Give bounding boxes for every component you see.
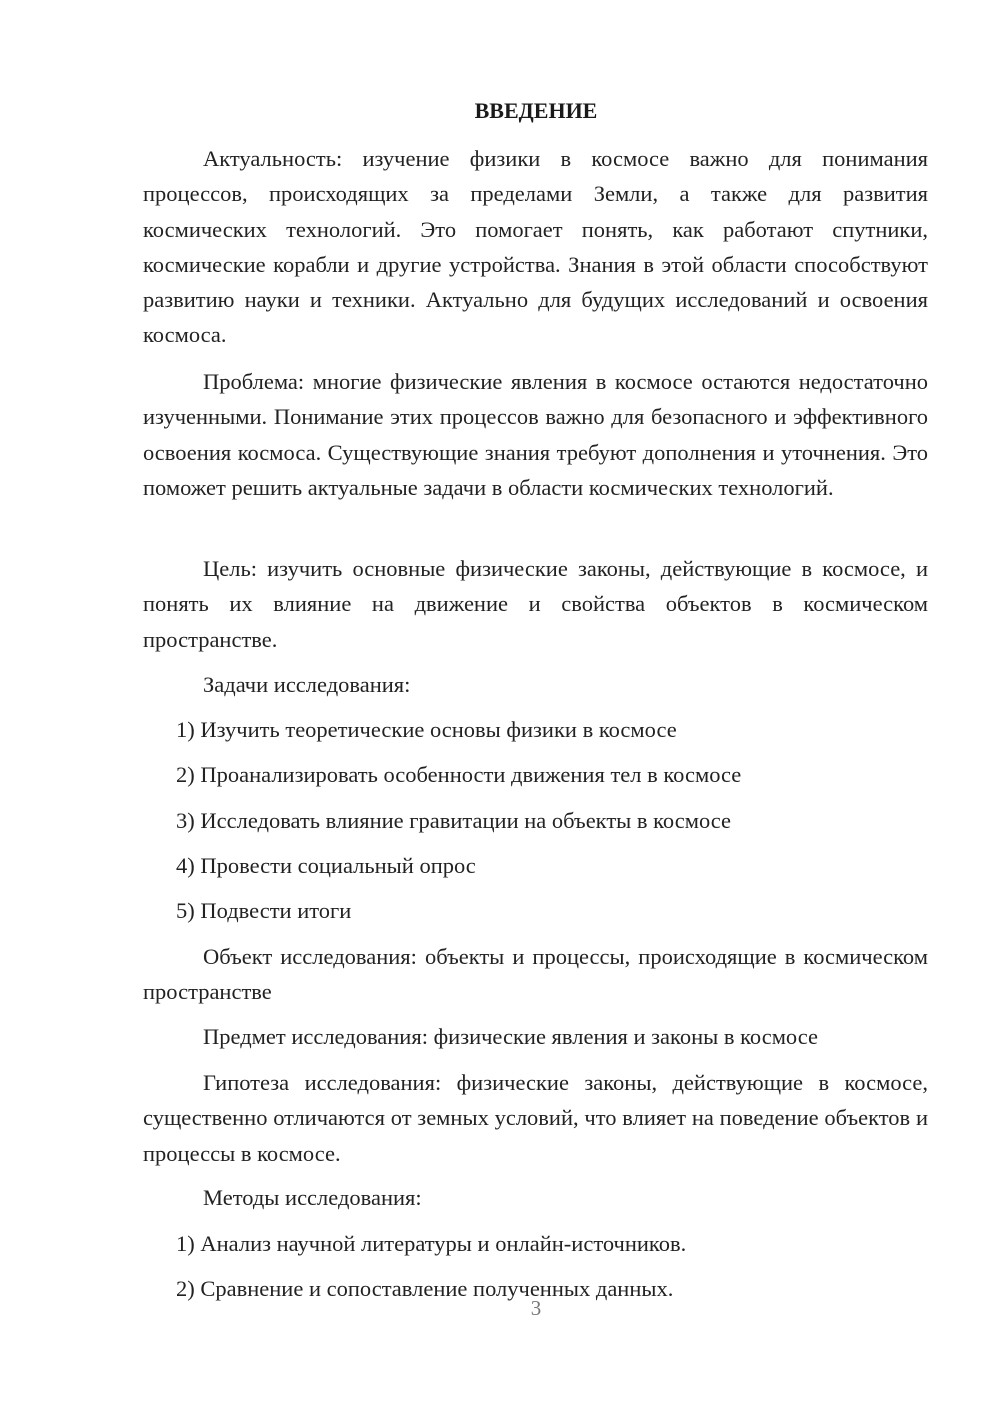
page-number: 3 [530,1296,542,1320]
method-item-2: 2) Сравнение и сопоставление полученных данных. [176,1276,674,1301]
relevance-paragraph: Актуальность: изучение физики в космосе важно для понимания процессов, происходящих за пределами Земли, а также для развития космических технологий. Это помогает понять, как работают спутники, космические корабли и другие устройства. Знания в этой области способствуют развитию науки и техники. Актуально для будущих исследований и освоения космоса. [143,146,928,348]
tasks-heading: Задачи исследования: [203,672,411,697]
page-title: ВВЕДЕНИЕ [474,98,598,123]
task-item-3: 3) Исследовать влияние гравитации на объекты в космосе [176,808,732,833]
method-item-1: 1) Анализ научной литературы и онлайн-источников. [176,1231,687,1256]
methods-heading: Методы исследования: [203,1185,422,1210]
problem-paragraph: Проблема: многие физические явления в космосе остаются недостаточно изученными. Понимание этих процессов важно для безопасного и эффективного освоения космоса. Существующие знания требуют дополнения и уточнения. Это поможет решить актуальные задачи в области космических технологий. [143,369,928,500]
task-item-4: 4) Провести социальный опрос [176,853,476,878]
task-item-5: 5) Подвести итоги [176,898,352,923]
subject-paragraph: Предмет исследования: физические явления и законы в космосе [203,1024,818,1049]
task-item-2: 2) Проанализировать особенности движения тел в космосе [176,762,742,787]
task-item-1: 1) Изучить теоретические основы физики в космосе [176,717,677,742]
hypothesis-paragraph: Гипотеза исследования: физические законы, действующие в космосе, существенно отличаются от земных условий, что влияет на поведение объектов и процессы в космосе. [143,1070,928,1166]
goal-paragraph: Цель: изучить основные физические законы, действующие в космосе, и понять их влияние на движение и свойства объектов в космическом пространстве. [143,556,928,652]
object-paragraph: Объект исследования: объекты и процессы, происходящие в космическом пространстве [143,944,928,1005]
